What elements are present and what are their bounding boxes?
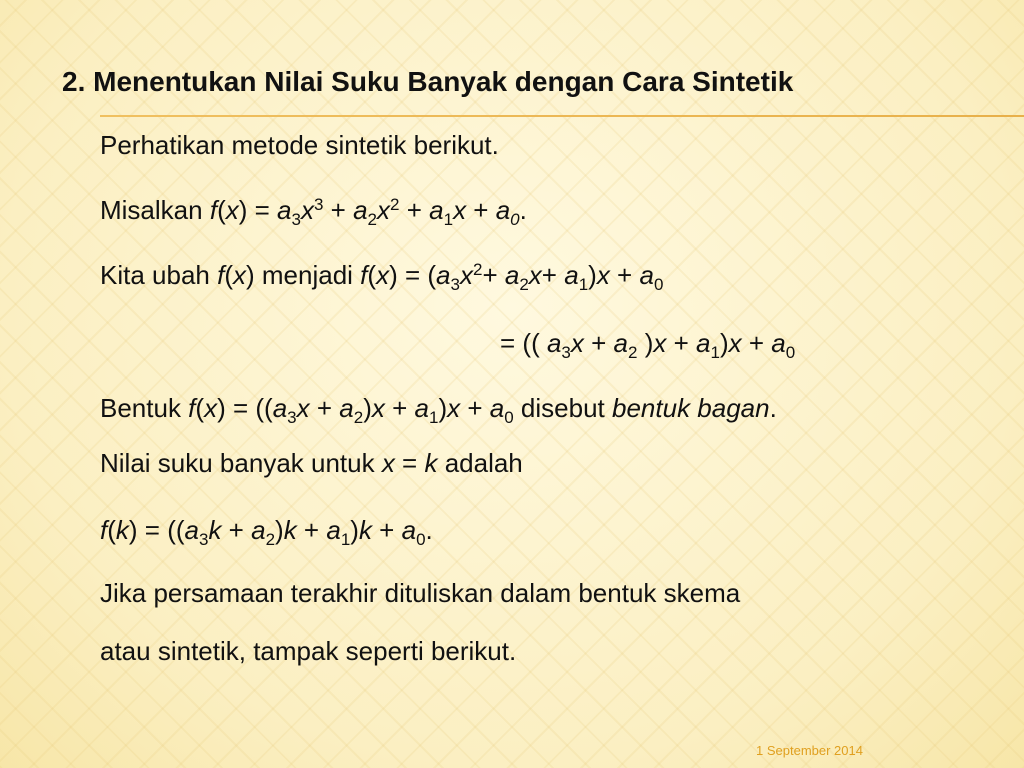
kita-ubah-line (100, 260, 664, 294)
nilai-label: Nilai suku banyak untuk (100, 448, 382, 478)
kita-ubah-label: Kita ubah (100, 260, 218, 290)
menjadi-label: menjadi (254, 260, 361, 290)
adalah-label: adalah (437, 448, 523, 478)
formula-fx: f(x) (217, 260, 255, 290)
misalkan-line (100, 195, 527, 229)
title-divider (100, 115, 1024, 117)
disebut-label: disebut (513, 393, 612, 423)
bentuk-label: Bentuk (100, 393, 189, 423)
formula-fk-line: $f(k) = ((a_3k + a_2)k + a_1)k + a_0$. (100, 515, 433, 549)
misalkan-label: Misalkan (100, 195, 210, 225)
intro-line: Perhatikan metode sintetik berikut. (100, 130, 499, 160)
jika-line-1: Jika persamaan terakhir dituliskan dalam bentuk skema (100, 578, 741, 608)
nilai-line (100, 448, 523, 478)
formula-fx-definition: $f(x) = a_3x^3 + a_2x^2 + a_1x + a_0$. (209, 195, 527, 229)
slide-title: 2. Menentukan Nilai Suku Banyak dengan Cara Sintetik (62, 66, 794, 97)
jika-line-2: atau sintetik, tampak seperti berikut. (100, 636, 517, 666)
formula-nested-line: = (( $a_3x + a_2$ )$x + a_1)x + a_0$ (500, 328, 796, 362)
formula-x-equals-k: x = k (381, 448, 438, 478)
bentuk-line: Bentuk $f(x) = ((a_3x + a_2)x + a_1)x + a_0$ disebut bentuk bagan. (100, 393, 777, 427)
bentuk-bagan-term: bentuk bagan (612, 393, 770, 423)
formula-fx-regrouped: $f(x) = (a_3x^2+ a_2x+ a_1)x + a_0$ (360, 260, 664, 294)
formula-bagan: $f(x) = ((a_3x + a_2)x + a_1)x + a_0$ (188, 393, 514, 427)
footer-date: 1 September 2014 (756, 743, 863, 758)
